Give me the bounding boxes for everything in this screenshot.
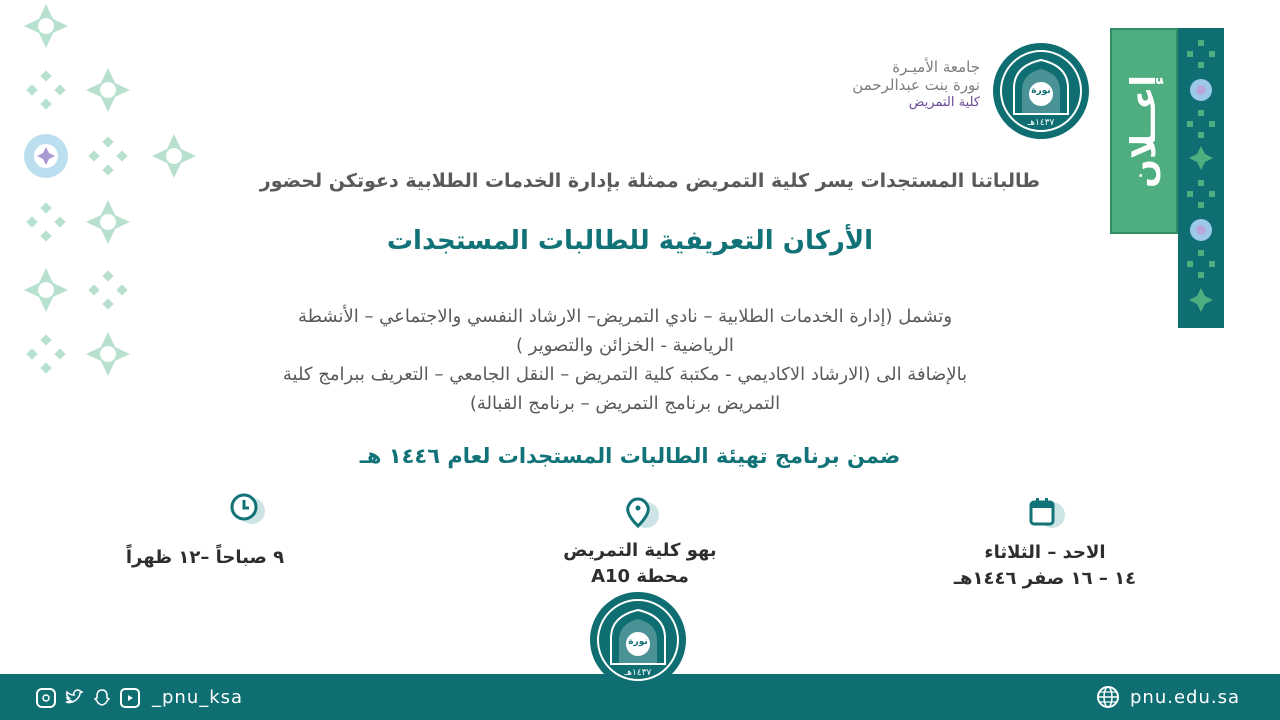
snapchat-icon[interactable]: [92, 688, 112, 708]
bottom-logo-year: ١٤٣٧هـ: [624, 668, 652, 678]
calendar-icon: [1026, 496, 1066, 530]
bottom-logo-monogram: نورة: [628, 637, 648, 647]
program-text: ضمن برنامج تهيئة الطالبات المستجدات لعام ١٤٤٦ هـ: [359, 444, 901, 468]
description-line4: التمريض برنامج التمريض – برنامج القبالة): [469, 393, 781, 414]
website-link[interactable]: [1096, 685, 1240, 709]
intro-text: طالباتنا المستجدات يسر كلية التمريض ممثلة بإدارة الخدمات الطلابية دعوتكن لحضور: [259, 170, 1040, 192]
decorative-pattern-right: [1178, 28, 1224, 328]
university-name-line1: جامعة الأميـرة: [892, 58, 980, 76]
clock-icon: [226, 492, 266, 526]
university-logo: [992, 42, 1090, 140]
bottom-logo: [584, 590, 692, 690]
university-name-block: [840, 58, 980, 112]
description-line2: الرياضية - الخزائن والتصوير ): [516, 335, 734, 356]
description: [195, 302, 1055, 418]
social-handle[interactable]: _pnu_ksa: [152, 687, 244, 708]
date-line2: ١٤ – ١٦ صفر ١٤٤٦هـ: [953, 568, 1137, 589]
social-links: [36, 687, 243, 708]
twitter-icon[interactable]: [64, 688, 84, 708]
instagram-icon[interactable]: [36, 688, 56, 708]
description-line3: بالإضافة الى (الارشاد الاكاديمي - مكتبة كلية التمريض – النقل الجامعي – التعريف ببرامج كلية: [282, 364, 968, 385]
location-line2: محطة A10: [591, 566, 689, 587]
logo-year: ١٤٣٧هـ: [1027, 118, 1055, 128]
college-name: كلية التمريض: [908, 95, 980, 110]
announcement-tag: [1110, 28, 1178, 234]
location-pin-icon: [622, 496, 662, 530]
announcement-tag-text: إعــلان: [1124, 74, 1164, 188]
description-line1: وتشمل (إدارة الخدمات الطلابية – نادي التمريض– الارشاد النفسي والاجتماعي – الأنشطة: [297, 306, 953, 327]
university-name-line2: نورة بنت عبدالرحمن: [852, 76, 980, 94]
headline: الأركان التعريفية للطالبات المستجدات: [386, 226, 874, 256]
logo-monogram: نورة: [1031, 86, 1051, 96]
location-text: [515, 538, 765, 590]
globe-icon: [1096, 685, 1120, 709]
date-line1: الاحد – الثلاثاء: [984, 542, 1106, 563]
time-text: ٩ صباحاً –١٢ ظهراً: [125, 547, 285, 568]
decorative-pattern-left: [0, 0, 210, 400]
date-text: [920, 540, 1170, 592]
youtube-icon[interactable]: [120, 688, 140, 708]
location-line1: بهو كلية التمريض: [563, 540, 717, 561]
website-url[interactable]: pnu.edu.sa: [1130, 686, 1241, 708]
